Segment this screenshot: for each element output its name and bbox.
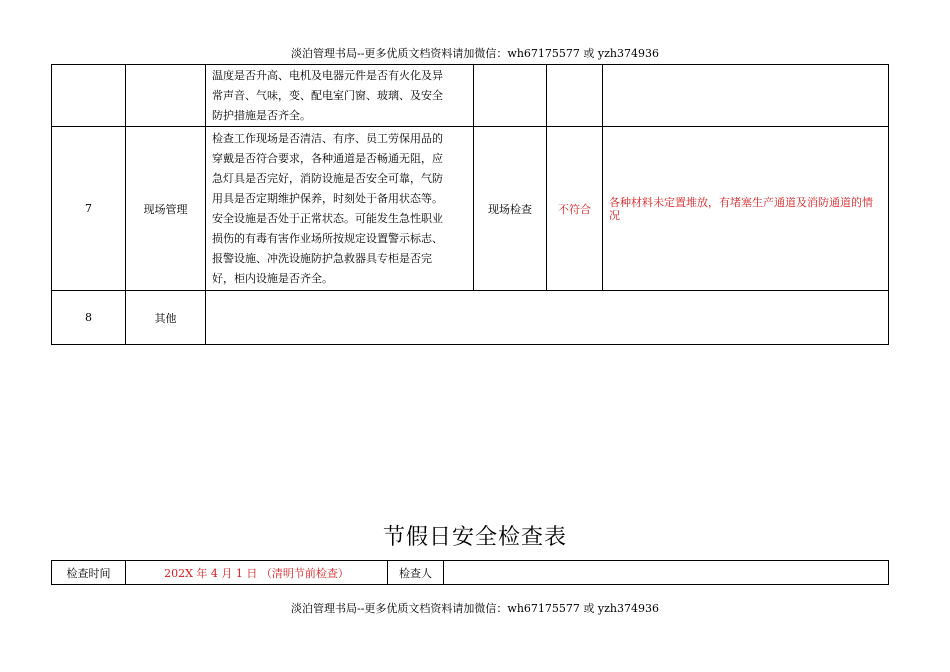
inspector-label: 检查人 (388, 561, 444, 585)
form-title: 节假日安全检查表 (382, 525, 567, 550)
page-footer: 淡泊管理书局--更多优质文档资料请加微信：wh67175577 或 yzh374936 (291, 602, 659, 615)
content-line: 穿戴是否符合要求，各种通道是否畅通无阻，应 (212, 151, 443, 165)
check-item-cell: 其他 (126, 291, 206, 345)
table-row-8 (52, 291, 889, 345)
inspector-value (444, 561, 889, 585)
check-content-merged-cell (206, 291, 889, 345)
content-line: 检查工作现场是否清洁、有序、员工劳保用品的 (212, 131, 443, 145)
content-line: 安全设施是否处于正常状态。可能发生急性职业 (212, 211, 443, 225)
table-row-continued (52, 65, 889, 127)
check-method-cell (474, 65, 547, 127)
check-content-cell (206, 65, 474, 127)
inspection-time-value: 202X 年 4 月 1 日 （清明节前检查） (126, 561, 388, 585)
page-header: 淡泊管理书局--更多优质文档资料请加微信：wh67175577 或 yzh374936 (291, 47, 659, 60)
content-line: 用具是否定期维护保养，时刻处于备用状态等。 (212, 191, 443, 205)
finding-cell (603, 65, 889, 127)
inspection-table-continued (51, 64, 889, 345)
table-row-7 (52, 127, 889, 291)
content-line: 温度是否升高、电机及电器元件是否有火化及异 (212, 68, 443, 82)
finding-cell: 各种材料未定置堆放，有堵塞生产通道及消防通道的情况 (603, 127, 889, 291)
content-line: 防护措施是否齐全。 (212, 108, 311, 122)
check-method-cell: 现场检查 (474, 127, 547, 291)
row-number-cell (52, 65, 126, 127)
check-content-cell (206, 127, 474, 291)
check-item-cell (126, 65, 206, 127)
info-row (52, 561, 889, 585)
content-line: 急灯具是否完好，消防设施是否安全可靠，气防 (212, 171, 443, 185)
content-line: 常声音、气味，变、配电室门窗、玻璃、及安全 (212, 88, 443, 102)
check-result-cell: 不符合 (547, 127, 603, 291)
content-line: 好，柜内设施是否齐全。 (212, 271, 333, 285)
row-number-cell: 7 (52, 127, 126, 291)
inspection-info-table (51, 560, 889, 585)
check-item-cell: 现场管理 (126, 127, 206, 291)
row-number-cell: 8 (52, 291, 126, 345)
content-line: 损伤的有毒有害作业场所按规定设置警示标志、 (212, 231, 443, 245)
content-line: 报警设施、冲洗设施防护急救器具专柜是否完 (212, 251, 432, 265)
check-result-cell (547, 65, 603, 127)
inspection-time-label: 检查时间 (52, 561, 126, 585)
